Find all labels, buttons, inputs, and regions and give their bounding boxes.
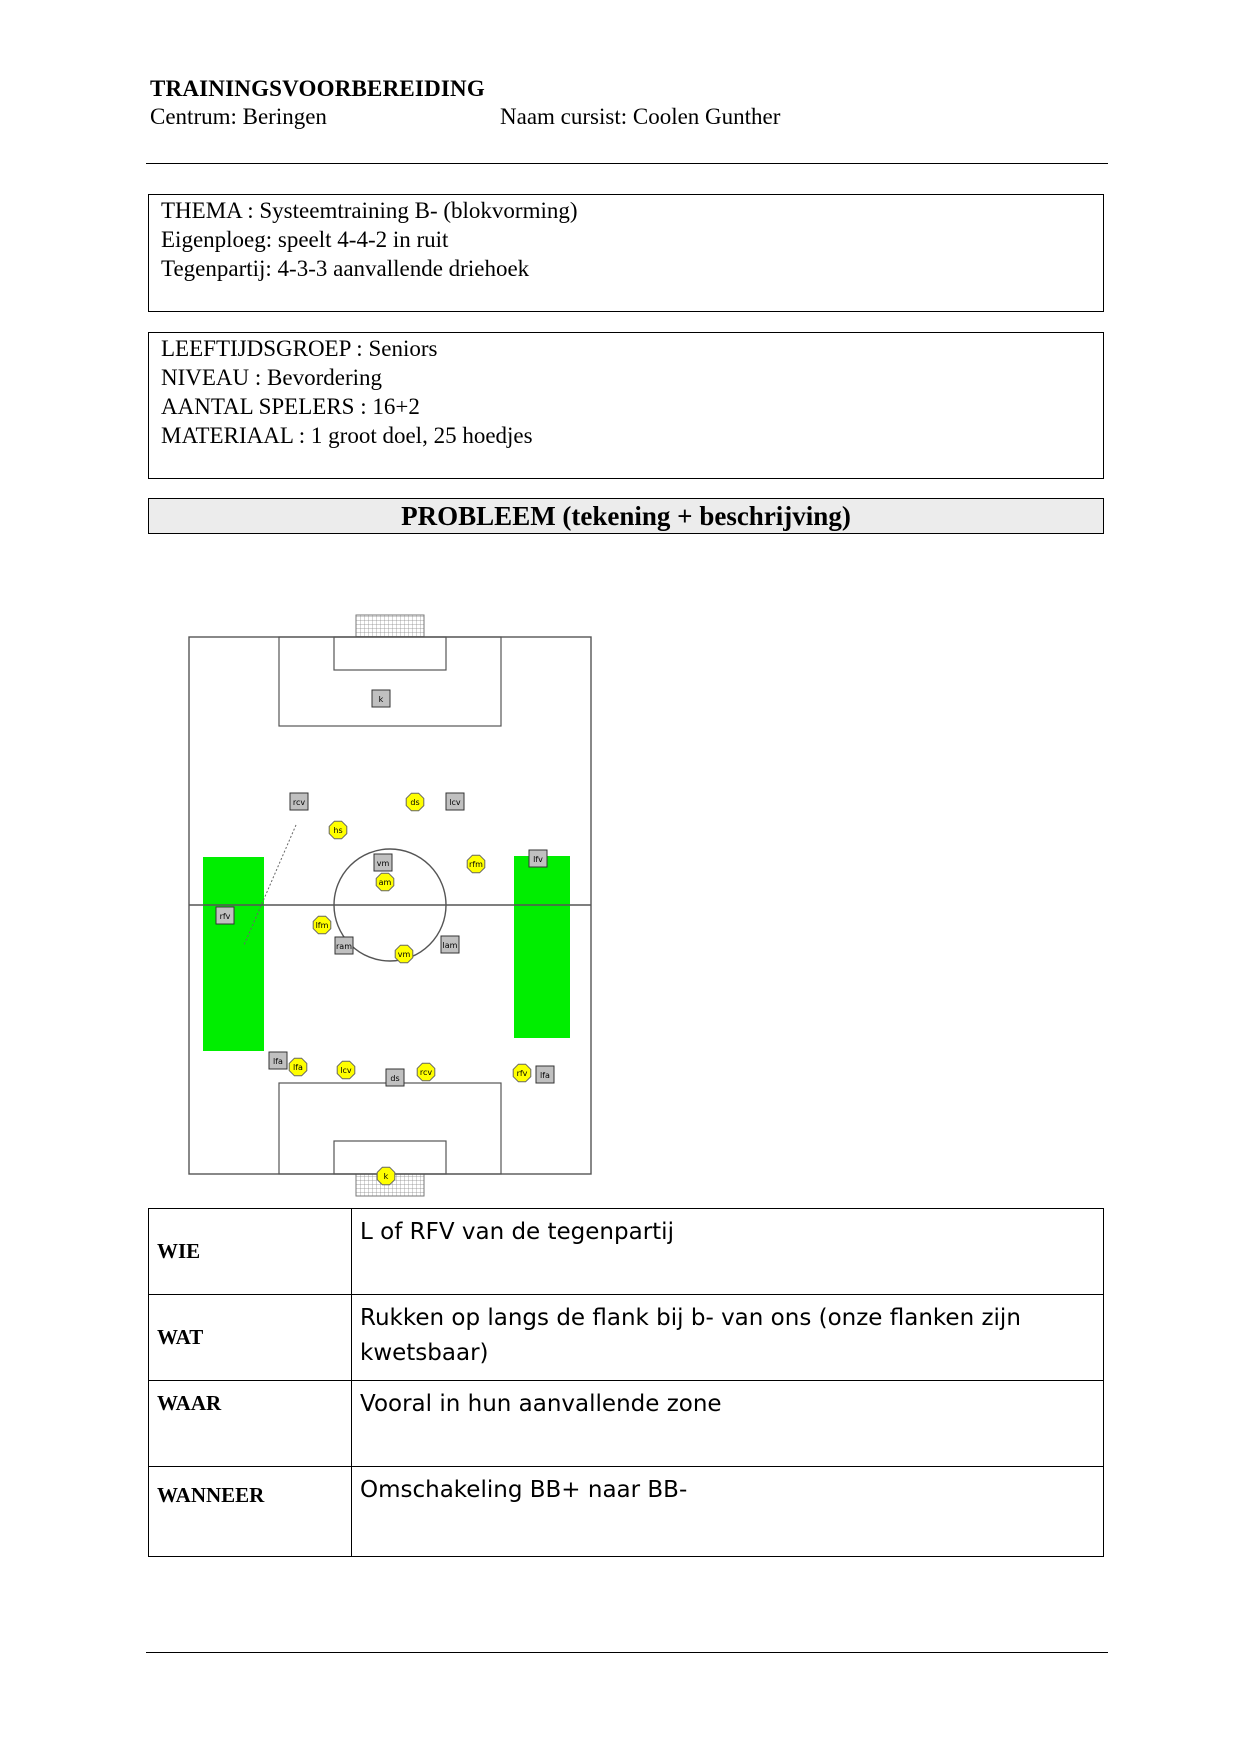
- own-player-am: [376, 873, 394, 891]
- waar-value: Vooral in hun aanvallende zone: [352, 1381, 1104, 1467]
- own-player-rfv: [513, 1064, 531, 1082]
- opponent-player-lcv: [446, 793, 464, 810]
- svg-text:lam: lam: [442, 941, 458, 950]
- own-player-vm: [395, 945, 413, 963]
- niveau-line: NIVEAU : Bevordering: [161, 365, 383, 390]
- opponent-player-rcv: [290, 793, 308, 810]
- own-player-k: [377, 1167, 395, 1185]
- opponent-player-lfa: [536, 1066, 554, 1083]
- own-player-lfm: [313, 916, 331, 934]
- wat-label: WAT: [149, 1295, 352, 1381]
- table-row: [149, 1467, 1104, 1557]
- wat-value: Rukken op langs de flank bij b- van ons (onze flanken zijn kwetsbaar): [352, 1295, 1104, 1381]
- leeftijdsgroep-line: LEEFTIJDSGROEP : Seniors: [161, 336, 438, 361]
- tegenpartij-line: Tegenpartij: 4-3-3 aanvallende driehoek: [161, 256, 530, 281]
- opponent-player-lfa: [269, 1052, 287, 1069]
- svg-text:lfa: lfa: [293, 1063, 303, 1072]
- document-title: TRAININGSVOORBEREIDING: [150, 76, 485, 101]
- svg-text:lfv: lfv: [533, 855, 543, 864]
- opponent-player-ram: [335, 937, 353, 954]
- svg-text:vm: vm: [397, 950, 411, 959]
- svg-text:lfm: lfm: [315, 921, 329, 930]
- right-flank-zone: [514, 856, 570, 1038]
- own-player-lfa: [289, 1058, 307, 1076]
- svg-text:hs: hs: [333, 826, 343, 835]
- theme-box: [148, 194, 1104, 312]
- svg-text:rfv: rfv: [219, 912, 231, 921]
- svg-text:k: k: [383, 1172, 389, 1181]
- thema-line: THEMA : Systeemtraining B- (blokvorming): [161, 198, 578, 223]
- svg-text:lfa: lfa: [540, 1071, 550, 1080]
- svg-text:ram: ram: [336, 942, 352, 951]
- svg-text:lfa: lfa: [273, 1057, 283, 1066]
- own-player-hs: [329, 821, 347, 839]
- aantal-spelers-line: AANTAL SPELERS : 16+2: [161, 394, 420, 419]
- pitch-diagram: [188, 612, 598, 1212]
- opponent-player-lam: [441, 936, 459, 953]
- waar-label: WAAR: [149, 1381, 352, 1467]
- wanneer-value: Omschakeling BB+ naar BB-: [352, 1467, 1104, 1557]
- wanneer-label: WANNEER: [149, 1467, 352, 1557]
- table-row: [149, 1295, 1104, 1381]
- table-row: [149, 1209, 1104, 1295]
- opponent-player-rfv: [216, 907, 234, 924]
- problem-header: PROBLEEM (tekening + beschrijving): [148, 498, 1104, 534]
- own-player-lcv: [337, 1061, 355, 1079]
- svg-text:lcv: lcv: [340, 1066, 352, 1075]
- meta-box: [148, 332, 1104, 479]
- svg-text:lcv: lcv: [449, 798, 461, 807]
- svg-text:rcv: rcv: [419, 1068, 433, 1077]
- opponent-player-lfv: [529, 850, 547, 867]
- eigenploeg-line: Eigenploeg: speelt 4-4-2 in ruit: [161, 227, 449, 252]
- materiaal-line: MATERIAAL : 1 groot doel, 25 hoedjes: [161, 423, 533, 448]
- own-player-rcv: [417, 1063, 435, 1081]
- svg-text:am: am: [378, 878, 392, 887]
- svg-text:ds: ds: [390, 1074, 400, 1083]
- centrum-label: Centrum: Beringen: [150, 104, 327, 129]
- svg-text:ds: ds: [410, 798, 420, 807]
- own-player-rfm: [467, 855, 485, 873]
- own-player-ds: [406, 793, 424, 811]
- opponent-player-k: [372, 690, 390, 707]
- svg-text:rfm: rfm: [469, 860, 483, 869]
- problem-table: [148, 1208, 1104, 1557]
- opponent-player-vm: [374, 854, 392, 871]
- header-divider: [146, 163, 1108, 164]
- left-flank-zone: [203, 857, 264, 1051]
- top-goal: [356, 615, 424, 637]
- wie-value: L of RFV van de tegenpartij: [352, 1209, 1104, 1295]
- wie-label: WIE: [149, 1209, 352, 1295]
- svg-text:k: k: [378, 695, 384, 704]
- svg-text:rcv: rcv: [292, 798, 306, 807]
- table-row: [149, 1381, 1104, 1467]
- svg-text:vm: vm: [376, 859, 390, 868]
- cursist-name: Naam cursist: Coolen Gunther: [500, 104, 781, 129]
- opponent-player-ds: [386, 1069, 404, 1086]
- svg-text:rfv: rfv: [516, 1069, 528, 1078]
- footer-divider: [146, 1652, 1108, 1653]
